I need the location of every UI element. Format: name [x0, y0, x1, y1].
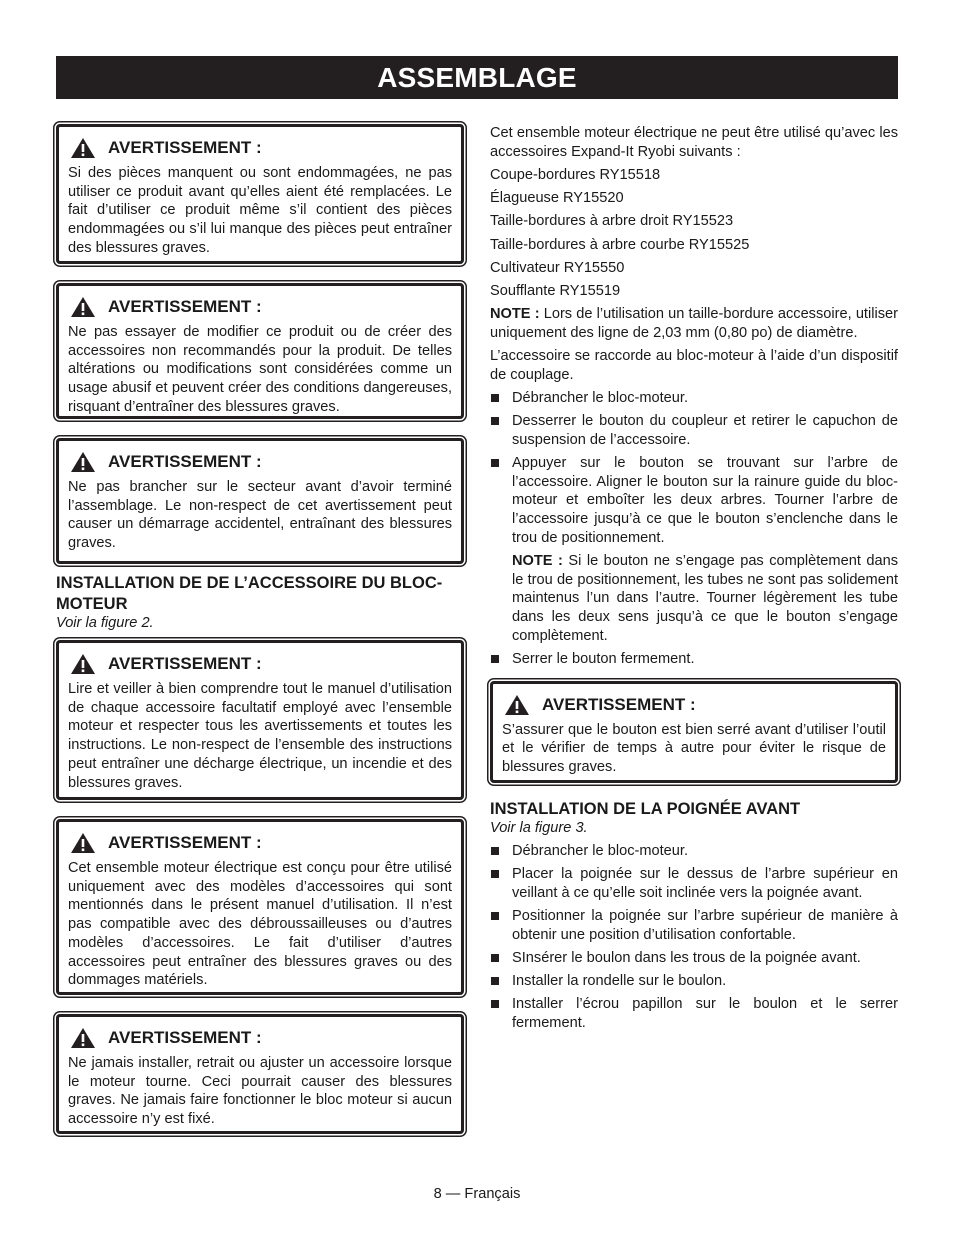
bullet-square-icon — [491, 847, 499, 855]
bullet-square-icon — [491, 459, 499, 467]
bullet-square-icon — [491, 417, 499, 425]
warning-title-row — [70, 832, 452, 854]
warning-box — [56, 283, 464, 419]
accessory-item: Taille-bordures à arbre courbe RY15525 — [490, 236, 750, 253]
list-item-text: Appuyer sur le bouton se trouvant sur l’arbre de l’accessoire. Aligner le bouton sur la rainure guide du bloc-moteur et emboîter les deux arbres. Tourner l’arbre de l’accessoire jusqu’à ce que le bouton s’enclenche dans le trou de positionnement. — [512, 455, 898, 546]
list-item-text: Desserrer le bouton du coupleur et retirer le capuchon de suspension de l’accessoire. — [512, 413, 898, 448]
coupling-text: L’accessoire se raccorde au bloc-moteur à l’aide d’un dispositif de couplage. — [490, 348, 898, 383]
handle-steps-list — [490, 842, 898, 1033]
accessory-item: Cultivateur RY15550 — [490, 259, 625, 276]
warning-text: Lire et veiller à bien comprendre tout le manuel d’utilisation de chaque accessoire facultatif employé avec l’ensemble moteur et respecter tous les avertissements et toutes les instructions. Le non-respect de l’ensemble des instructions peut entraîner une décharge électrique, un incendie et des blessures graves. — [68, 681, 452, 791]
warning-text: Si des pièces manquent ou sont endommagées, ne pas utiliser ce produit avant qu’elles aient été remplacées. Le fait d’utiliser ce produit même s’il contient des pièces endommagées ou s’il lui manque des pièces peut entraîner des blessures graves. — [68, 165, 452, 256]
install-steps-list — [490, 389, 898, 548]
warning-title: AVERTISSEMENT : — [108, 452, 262, 471]
install-steps-list — [490, 650, 898, 669]
warning-triangle-icon — [504, 694, 530, 716]
list-item — [490, 389, 898, 408]
section-heading: INSTALLATION DE LA POIGNÉE AVANT — [490, 799, 801, 818]
warning-box — [56, 124, 464, 264]
list-item — [490, 842, 898, 861]
warning-text: S’assurer que le bouton est bien serré avant d’utiliser l’outil et le vérifier de temps à autre pour éviter le risque de blessures graves. — [502, 721, 886, 776]
figure-reference: Voir la figure 3. — [490, 819, 588, 836]
warning-text: Ne jamais installer, retrait ou ajuster un accessoire lorsque le moteur tourne. Ceci pourrait causer des blessures graves. Ne jamais faire fonctionner le bloc moteur si aucun accessoire n’y est fixé. — [68, 1055, 452, 1128]
warning-triangle-icon — [70, 451, 96, 473]
list-item — [490, 454, 898, 548]
warning-title: AVERTISSEMENT : — [108, 833, 262, 852]
page-footer — [0, 1186, 954, 1202]
bullet-square-icon — [491, 912, 499, 920]
warning-triangle-icon — [70, 832, 96, 854]
warning-title: AVERTISSEMENT : — [108, 654, 262, 673]
list-item — [490, 972, 898, 991]
list-item-text: Débrancher le bloc-moteur. — [512, 842, 689, 859]
list-item-text: Installer l’écrou papillon sur le boulon et le serrer fermement. — [512, 996, 898, 1031]
warning-box — [56, 819, 464, 995]
warning-text: Ne pas essayer de modifier ce produit ou de créer des accessoires non recommandés pour la produit. De telles altérations ou modifications sont considérées comme un usage abusif et peuvent créer des conditions dangereuses, risquant d’entraîner des blessures graves. — [68, 324, 452, 415]
warning-title-row — [504, 694, 886, 716]
note-paragraph — [490, 552, 898, 646]
note-label: NOTE : — [490, 306, 540, 323]
note-text: Si le bouton ne s’engage pas complètement dans le trou de positionnement, les tubes ne sont pas solidement maintenus l’un dans l’autre. Tourner légèrement les tube dans les deux sens jusqu’à ce que le bouton s’engage complètement. — [512, 553, 898, 644]
warning-triangle-icon — [70, 296, 96, 318]
warning-triangle-icon — [70, 653, 96, 675]
warning-text: Cet ensemble moteur électrique est conçu pour être utilisé uniquement avec des modèles d’accessoires qui sont mentionnés dans le présent manuel d’utilisation. Il n’est pas compatible avec des débroussailleuses ou d’autres modèles d’accessoires. Le fait d’utiliser d’autres accessoires peut entraîner des blessures graves ou des dommages matériels. — [68, 860, 452, 989]
bullet-square-icon — [491, 655, 499, 663]
warning-title-row — [70, 653, 452, 675]
list-item — [490, 995, 898, 1032]
page-title: ASSEMBLAGE — [377, 61, 577, 93]
warning-triangle-icon — [70, 137, 96, 159]
note-label: NOTE : — [512, 553, 563, 570]
list-item-text: Placer la poignée sur le dessus de l’arbre supérieur en veillant à ce qu’elle soit inclinée vers la poignée avant. — [512, 865, 898, 901]
list-item — [490, 949, 898, 968]
accessory-item: Taille-bordures à arbre droit RY15523 — [490, 213, 734, 230]
page-title-banner — [56, 56, 898, 99]
warning-title: AVERTISSEMENT : — [542, 694, 696, 714]
list-item-text: Positionner la poignée sur l’arbre supérieur de manière à obtenir une position d’utilisation confortable. — [512, 907, 898, 943]
warning-title: AVERTISSEMENT : — [108, 138, 262, 157]
list-item-text: Débrancher le bloc-moteur. — [512, 389, 689, 406]
section-heading: INSTALLATION DE DE L’ACCESSOIRE DU BLOC-MOTEUR — [56, 574, 443, 613]
warning-box — [56, 640, 464, 800]
warning-box — [56, 1014, 464, 1134]
warning-title: AVERTISSEMENT : — [108, 297, 262, 316]
warning-title-row — [70, 296, 452, 318]
note-paragraph — [490, 305, 898, 342]
intro-text: Cet ensemble moteur électrique ne peut être utilisé qu’avec les accessoires Expand-It Ryobi suivants : — [490, 125, 898, 160]
bullet-square-icon — [491, 977, 499, 985]
accessory-item: Élagueuse RY15520 — [490, 190, 624, 207]
warning-box — [490, 681, 898, 783]
warning-box — [56, 438, 464, 564]
list-item-text: Installer la rondelle sur le boulon. — [512, 973, 727, 989]
accessory-item: Coupe-bordures RY15518 — [490, 166, 661, 183]
warning-title: AVERTISSEMENT : — [108, 1028, 262, 1047]
warning-title-row — [70, 1027, 452, 1049]
warning-title-row — [70, 451, 452, 473]
figure-reference: Voir la figure 2. — [56, 615, 154, 631]
list-item — [490, 907, 898, 944]
list-item — [490, 865, 898, 902]
bullet-square-icon — [491, 954, 499, 962]
right-column — [490, 124, 898, 1037]
warning-triangle-icon — [70, 1027, 96, 1049]
list-item — [490, 412, 898, 449]
page-number: 8 — Français — [433, 1186, 521, 1202]
bullet-square-icon — [491, 870, 499, 878]
warning-text: Ne pas brancher sur le secteur avant d’avoir terminé l’assemblage. Le non-respect de cet avertissement peut causer un démarrage accidentel, entraînant des blessures graves. — [68, 479, 452, 552]
list-item — [490, 650, 898, 669]
left-column — [56, 124, 464, 1153]
bullet-square-icon — [491, 394, 499, 402]
list-item-text: SInsérer le boulon dans les trous de la poignée avant. — [512, 949, 861, 966]
accessory-item: Soufflante RY15519 — [490, 282, 621, 299]
note-text: Lors de l’utilisation un taille-bordure accessoire, utiliser uniquement des ligne de 2,03 mm (0,80 po) de diamètre. — [490, 306, 898, 341]
bullet-square-icon — [491, 1000, 499, 1008]
list-item-text: Serrer le bouton fermement. — [512, 651, 695, 668]
warning-title-row — [70, 137, 452, 159]
